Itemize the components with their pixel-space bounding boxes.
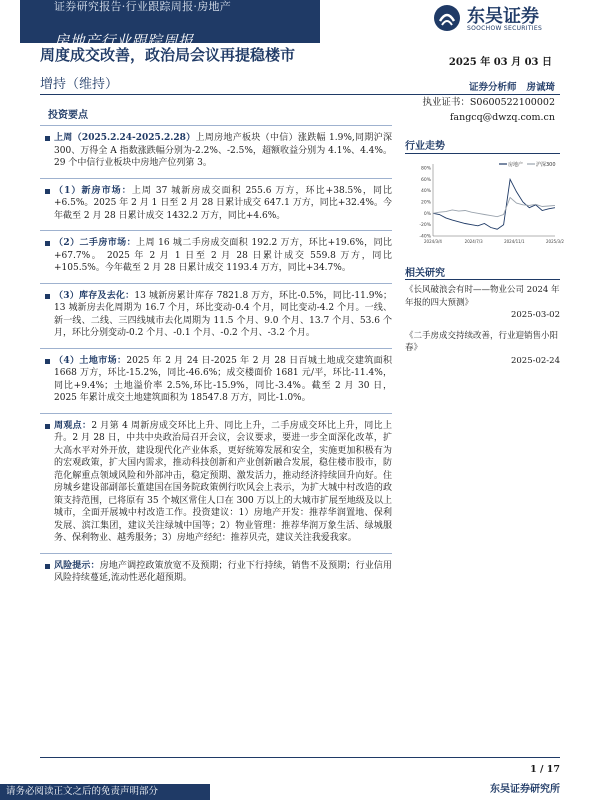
highlight-text: 上周房地产板块（中信）涨跌幅 1.9%,同期沪深 300、万得全 A 指数涨跌幅分别为-2.2%、-2.5%，超额收益分别为 4.1%、4.4%。29 个中信行业板块中房地产位列第 3。 xyxy=(54,133,392,168)
highlight-label: 周观点： xyxy=(54,420,92,431)
report-date: 2025 年 03 月 03 日 xyxy=(448,57,552,68)
x-axis xyxy=(424,239,564,244)
y-tick-label: -20% xyxy=(419,223,431,229)
report-type: 房地产行业跟踪周报 xyxy=(54,32,194,50)
y-axis xyxy=(419,166,431,240)
rating: 增持（维持） xyxy=(40,77,119,92)
y-tick-label: 60% xyxy=(420,177,431,183)
highlight-text: 房地产调控政策放宽不及预期；行业下行持续，销售不及预期；行业信用风险持续蔓延,流动性恶化超预期。 xyxy=(54,560,392,583)
header-band xyxy=(20,13,320,50)
related-item-title[interactable]: 《二手房成交持续改善，行业迎销售小阳春》 xyxy=(405,330,559,353)
highlight-text: 2025 年 2 月 24 日-2025 年 2 月 28 日百城土地成交建筑面积 1668 万方，环比-15.2%，同比-46.6%；成交楼面价 1681 元/平，环比-11.4%，同比+9.4%；土地溢价率 2.5%,环比-15.9%，同比-3.4%。截至 2 月 30 日，2025 年累计成交土地建筑面积为 18547.8 万方，同比-1.0%。 xyxy=(54,355,392,403)
investment-highlights xyxy=(40,106,392,593)
highlight-item xyxy=(40,420,392,545)
trend-rule xyxy=(405,153,560,154)
logo-name: 东吴证券 xyxy=(467,6,539,27)
highlight-text: 13 城新房累计库存 7821.8 万方，环比-0.5%，同比-11.9%；13 城新房去化周期为 16.7 个月，环比变动-0.4 个月，同比变动-4.2 个月。一线、新一线、二线、三四线城市去化周期为 11.5 个月、9.0 个月、13.7 个月、53.6 个月，环比分别变动-0.2 个月、-0.1 个月、-0.2 个月、-3.2 个月。 xyxy=(54,290,392,338)
series-group xyxy=(433,179,555,229)
trend-title: 行业走势 xyxy=(405,141,445,152)
highlight-item xyxy=(40,237,392,275)
highlight-text: 上周 16 城二手房成交面积 192.2 万方，环比+19.6%，同比+67.7%。 2025 年 2 月 1 日至 2 月 28 日累计成交 559.8 万方，同比+105.5%。今年截至 2 月 28 日累计成交 1193.4 万方，同比+34.7%。 xyxy=(54,238,393,273)
industry-trend-chart xyxy=(405,158,564,253)
highlight-label: （1）新房市场： xyxy=(54,185,132,196)
highlight-item xyxy=(40,185,392,223)
highlight-item xyxy=(40,560,392,585)
highlight-item xyxy=(40,355,392,405)
item-divider xyxy=(40,348,392,349)
report-header-band xyxy=(0,0,440,50)
highlight-label: （3）库存及去化： xyxy=(54,290,135,301)
related-research xyxy=(405,284,560,375)
x-tick-label: 2025/3/2 xyxy=(546,239,564,244)
y-tick-label: 0% xyxy=(423,211,431,217)
header-tab xyxy=(20,0,320,13)
institute-name: 东吴证券研究所 xyxy=(490,784,560,795)
highlight-item xyxy=(40,132,392,170)
item-divider xyxy=(40,230,392,231)
x-tick-label: 2024/3/4 xyxy=(424,239,442,244)
y-tick-label: -40% xyxy=(419,234,431,240)
page-title: 周度成交改善，政治局会议再提稳楼市 xyxy=(40,46,296,64)
section-title: 投资要点 xyxy=(48,110,88,121)
item-divider xyxy=(40,178,392,179)
highlight-label: 上周（2025.2.24-2025.2.28） xyxy=(54,133,196,143)
related-item-date: 2025-03-02 xyxy=(510,310,560,320)
item-divider xyxy=(40,413,392,414)
related-item-date: 2025-02-24 xyxy=(510,355,560,366)
analyst-email[interactable]: fangcq@dwzq.com.cn xyxy=(449,112,555,123)
brand-logo xyxy=(433,2,593,36)
y-tick-label: 80% xyxy=(420,166,431,172)
series-line-csi300 xyxy=(433,198,555,217)
legend-label-b: 沪深300 xyxy=(536,162,556,168)
logo-english-name: SOOCHOW SECURITIES xyxy=(467,25,543,32)
page-number: 1 / 17 xyxy=(530,764,560,775)
highlight-text: 上周 37 城新房成交面积 255.6 万方，环比+38.5%，同比+6.5%。2025 年 2 月 1 日至 2 月 28 日累计成交 647.1 万方，同比+32.4%。今年截至 2 月 28 日累计成交 1432.2 万方，同比+4.6%。 xyxy=(54,185,393,221)
y-tick-label: 20% xyxy=(420,200,431,206)
highlight-label: （4）土地市场： xyxy=(54,355,127,366)
highlight-label: 风险提示： xyxy=(54,560,100,571)
highlight-label: （2）二手房市场： xyxy=(54,238,137,248)
legend xyxy=(499,161,556,168)
section-divider xyxy=(40,125,392,126)
legend-label-a: 房地产 xyxy=(508,162,524,168)
item-divider xyxy=(40,283,392,284)
y-tick-label: 40% xyxy=(420,189,431,195)
disclaimer-banner: 请务必阅读正文之后的免责声明部分 xyxy=(0,784,210,800)
related-title: 相关研究 xyxy=(405,268,445,279)
related-rule xyxy=(405,279,560,280)
analyst-license: 执业证书：S0600522100002 xyxy=(422,97,555,108)
highlight-text: 2 月第 4 周新房成交环比上升、同比上升，二手房成交环比上升，同比上升。2 月 28 日，中共中央政治局召开会议，会议要求，要进一步全面深化改革，扩大高水平对外开放，建设现代化产业体系，更好统筹发展和安全，实施更加积极有为的宏观政策，扩大国内需求，推动科技创新和产业创新融合发展，稳住楼市股市，防范化解重点领域风险和外部冲击，稳定预期、激发活力，推动经济持续回升向好。住房城乡建设部副部长董建国在国务院政策例行吹风会上表示，为扩大城中村改造的政策支持范围，已将原有 35 个城区常住人口在 300 万以上的大城市扩展至地级及以上城市，全面开展城中村改造工作。投资建议：1）房地产开发：推荐华润置地、保利发展、滨江集团，建议关注绿城中国等；2）物业管理：推荐华润万象生活、绿城服务、保利物业、越秀服务；3）房地产经纪：推荐贝壳，建议关注我爱我家。 xyxy=(54,420,392,543)
analyst-block xyxy=(405,80,555,125)
related-item-title[interactable]: 《长风破浪会有时——物业公司 2024 年年报的四大预测》 xyxy=(405,285,560,308)
footer-divider xyxy=(40,757,560,758)
highlight-item xyxy=(40,290,392,340)
logo-mark-icon xyxy=(433,4,461,32)
analyst-row xyxy=(405,80,555,95)
x-tick-label: 2024/11/1 xyxy=(504,239,525,244)
item-divider xyxy=(40,553,392,554)
x-tick-label: 2024/7/3 xyxy=(464,239,483,244)
breadcrumb: 证券研究报告·行业跟踪周报·房地产 xyxy=(54,0,232,13)
analyst-name: 房诚琦 xyxy=(526,82,555,93)
analyst-role: 证券分析师 xyxy=(468,82,517,93)
